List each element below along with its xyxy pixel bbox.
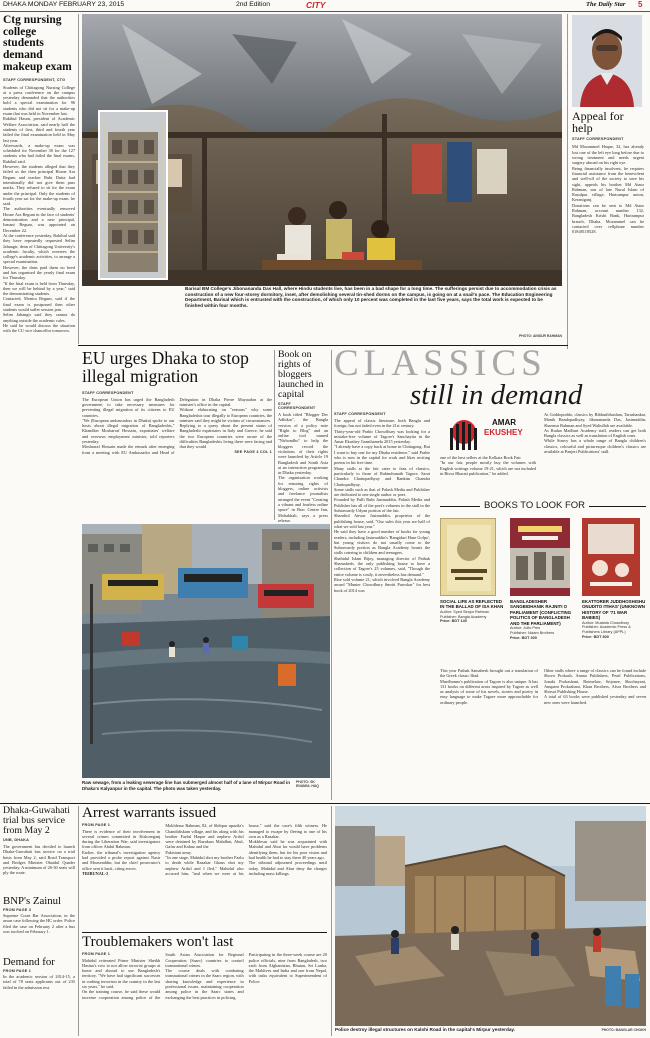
classics-para: "I already have a copy back at home in Chittagong. But I want to buy one for my Dhaka residence," said Prabir who is now in the capital for work and likes reciting poems in his free time. [334, 444, 430, 466]
appeal-headline: Appeal for help [572, 109, 624, 136]
classics-para: A total of 63 books were published yesterday and seven new ones were launched. [544, 694, 646, 705]
classics-para: Founded by Pulli Rubi Jasimuddin, Palash Media and Publisher has all of the poet's volumes in the stall in the Suhrawardy Udyan portion of the fair. [334, 497, 430, 514]
troublemakers-para: Participating in the three-week course are 20 police officials, nine from Bangladesh, two each from Afghanistan, Bhutan, Sri Lanka, the Maldives and India and one from Nepal, with tasks equivalent to Superintendent of Police. [248, 952, 327, 984]
demand-article [3, 957, 75, 1035]
classics-para: Some stalls such as that of Palash Media and Publisher are dedicated to one single author or poet. [334, 486, 430, 498]
troublemakers-byline: FROM PAGE 1 [82, 952, 111, 957]
ctg-para: Contacted, Monira Begum, said if the final exam is postponed then other students would suffer session jam. [3, 296, 75, 313]
arrest-para: There is evidence of their involvement in several crimes committed in Kishoreganj during the Liberation War, said investigators from officer Abdul Rahman. [82, 828, 161, 850]
hall-inset-photo [98, 110, 168, 280]
column-divider [78, 806, 79, 1036]
dhaka-guwahati-article [3, 806, 75, 896]
classics-para: Murdhonno's publication of Tagore is also unique. It has 131 books on different areas inspired by Tagore as well as analysis of some of his novels, stories and poetry in easy language to make Tagore more approachable for ordinary people. [440, 678, 538, 705]
classics-para: While Simvy has a whole range of Bangla children's classics, colourful and picturesque children's classics are available at Panjeri Publications' stall. [544, 438, 646, 455]
book-title: SOCIAL LIFE AS REFLECTED IN THE BALLAD OF ISA KHAN [440, 599, 504, 610]
classics-col2-body [440, 455, 536, 476]
book-cover-art-icon [582, 518, 640, 596]
classics-para: Rise sold volume 21, which involved Bangla Academy award "Munier Chowdhury Smriti Puroskar" for best book of 2014 was [334, 576, 430, 593]
hall-photo-caption: Barisal BM College's Jibonananda Das Hall, where Hindu students live, has been in a bad shape for a long time. The sufferings persist due to accommodation crisis as construction of a new four-storey dormitory, inset, after demolishing several tin-shed dorms on the campus, is going on at a snail's pace. The Education Engineering Department, Barisal which is entrusted with the construction, of which only 10 percent was completed in the last five years, says the total work is expected to be finished within four months. [185, 286, 557, 309]
column-divider [567, 14, 568, 349]
section-rule [0, 803, 650, 804]
kalshi-credit: PHOTO: BANGLAR CHOKH [601, 1028, 646, 1032]
construction-inset-illustration [100, 112, 166, 278]
bloggers-para: A book titled "Blogger Der Adhikar", the Bangla version of a policy note "Right to Blog" and an online tool named "Nirbondho" to help the bloggers record the violations of their rights were launched by Article 19 Bangladesh and South Asia at an interaction programme in Dhaka yesterday. [278, 411, 328, 476]
column-divider [78, 14, 79, 344]
bnp-byline: FROM PAGE 3 [3, 908, 32, 912]
ctg-body [3, 85, 75, 334]
dhaka-guwahati-byline: UNB, DHAKA [3, 837, 30, 842]
section-rule [82, 932, 327, 933]
ctg-para: Selim Jahangir said they cannot do anything outside the academic rules. [3, 312, 75, 323]
bnp-body: Supreme Court Bar Association, in the arson case following the HC order. Police filed the case on February 2 after a bus was torched on February 1. [3, 913, 75, 934]
arrest-para: The tribunal adjourned proceedings until today. Mahidul and Abur deny the charges including mass killings. [248, 860, 327, 876]
arrest-para: Mokhlesur Rahman, 82, of Shibpur upazila's Chandidiskam village, and his along with his brother Fazlul Haque and nephew Ariful were detained by Razakars Mahdbut, Abul, Gafur and Kabuz and the [165, 823, 244, 850]
eu-para: Mosharraf Hossain made the remark after emerging from a meeting with EU Ambassador and Head of Delegation in Dhaka Pierre Mayaudon at the minister's office in the capital. [82, 396, 272, 455]
classics-col1 [334, 412, 430, 800]
appeal-para: Being financially insolvent, he requires financial assistance from the benevolent and well-off of the society to save his sight, appeals his brother Md Ataur Rahman, son of late Nurul Islam of Rasulpur village, Harirampur union, Keraniganj. [572, 165, 644, 203]
demand-headline: Demand for [3, 956, 55, 968]
classics-bottom-col3 [544, 668, 646, 800]
hall-photo-caption-box [185, 286, 562, 338]
book-cover-art-icon [441, 519, 497, 597]
appeal-para: Md Mozammel Haque, 32, has already lost one of the left eye long before due to wrong treatment and needs urgent surgery abroad on his right eye. [572, 144, 644, 166]
eu-para: The European Union has urged the Bangladesh government to take necessary measures for preventing illegal migration of its citizens to EU countries. [82, 396, 175, 418]
arrest-byline: FROM PAGE 1 [82, 823, 111, 828]
masthead-date: DHAKA MONDAY FEBRUARY 23, 2015 [3, 1, 125, 8]
troublemakers-headline: Troublemakers won't last [82, 934, 234, 950]
troublemakers-para: The course deals with combating transnational crimes in the Saarc region, with sharing knowledge and experience in professional issues, maintaining cooperation among police in the Saarc states and exchanging the best practices in policing. [165, 968, 244, 1000]
dhaka-guwahati-body: The government has decided to launch Dhaka-Guwahati bus service on a trial basis from May 2, said Road Transport and Bridges Minister Obaidul Quader yesterday. A minimum of 26-30 seats will ply the route. [3, 843, 75, 876]
classics-para: The appeal of classic literature, both Bangla and foreign, has not faded even in the 21st century. [334, 418, 430, 429]
ekushey-badge-top: AMAR [492, 418, 516, 427]
bloggers-headline: Book on rights of bloggers launched in capital [278, 349, 324, 400]
arrest-para: Mokhlesur said he was acquainted with Mahidul and Abur for would have problems identifying them, but for his poor vision and bad health he had to stay there 40 years ago. [248, 839, 327, 861]
book-title: EKATTORER JUDDHOSHISHU ONUDITO ITIHAS' (UNKNOWN HISTORY OF '71 WAR BABIES) [582, 599, 646, 621]
ctg-headline: Ctg nursing college students demand makeup exam [3, 14, 72, 73]
sewage-caption-box [82, 780, 330, 800]
masthead-paper-logo: The Daily Star [586, 1, 626, 8]
classics-para: Thirty-year-old Prabir Chowdhury was looking for a mistake-free volume of Tagore's Sanchayita in the Amar Ekushey Granthamela 2015 yesterday. [334, 428, 430, 445]
appeal-para: Donations can be sent to Md Ataur Rahman, account number 132, Bangladesh Krishi Bank, Harirampur branch, Dhaka. Mozammel can be contacted over cellphone number 01848118528. [572, 202, 644, 235]
book-price: Price: BDT 140 [440, 619, 467, 624]
appeal-body [572, 144, 644, 234]
ekushey-badge-bottom: EKUSHEY [484, 428, 523, 437]
book-card[interactable] [510, 518, 578, 666]
eu-para: Replying to a query about the present status of Bangladeshi expatriates in Italy and Greece, he said the two European countries were aware of the difficulties Bangladeshis living there were facing and that they would [179, 423, 272, 450]
sewage-photo-illustration [82, 524, 330, 778]
classics-col3-body [544, 412, 646, 454]
book-price: Price: BDT 800 [582, 635, 609, 640]
ekushey-fair-badge [440, 414, 536, 454]
classics-para: Many stalls at the fair cater to fans of classics, particularly to those of Rabindranath Tagore, Sarat Chandra Chattopadhyay and Bankim Chandra Chattopadhyay. [334, 465, 430, 487]
classics-para: one of the best sellers at the Kolkata Book Fair. [440, 455, 522, 460]
classics-para: At Goddopoddo, classics by Bibhutibhushan, Tarashankar, Manik Bandopadhyay, Jibonananda Das, Jasimuddin, Shamsur Rahman and Syed Waliullah are available. [544, 412, 646, 428]
classics-col2 [440, 455, 536, 495]
shaheed-minar-icon [442, 414, 482, 454]
bnp-headline: BNP's Zainul [3, 895, 62, 907]
classics-para: He said they have a good number of books for young readers, including Jasimuddin's 'Rangidari Hase Golpo', but young visitors do not usually come to the Suhrawardy portion as Bangla Academy boasts the stalls catering to children and teenagers. [334, 529, 431, 556]
book-cover [582, 518, 640, 596]
classics-para: As Rudaa Madhuri Academy stall, readers can get both Bangla classics as well as translation of English ones. [544, 427, 646, 439]
eu-body [82, 397, 272, 455]
bloggers-byline: STAFF CORRESPONDENT [278, 401, 316, 410]
book-publisher: Publisher: Nizam Brothers [510, 630, 555, 635]
ctg-para: The authorities eventually removed Hosne Ara Begum in the face of students' demonstration and a new principal, Ismani Begum, was appointed on December 22. [3, 206, 75, 233]
classics-col1-body [334, 418, 430, 593]
books-section-title: BOOKS TO LOOK FOR [480, 500, 589, 511]
masthead-page-number: 5 [638, 0, 643, 9]
kalshi-caption-box [335, 1027, 646, 1037]
classics-byline: STAFF CORRESPONDENT [334, 412, 386, 416]
eu-article [82, 350, 272, 518]
portrait-illustration [572, 15, 642, 107]
ctg-para: However, the dean paid them no heed and has organised the yearly final exam for Thursday. [3, 264, 75, 281]
books-section-header [440, 500, 646, 514]
column-divider [331, 350, 332, 800]
eu-para: "We (European ambassadors in Dhaka) spoke to our hosts about illegal migration of Bangladeshis," Khandker Mosharraf Hossain, expatriates' welfare and overseas employment minister, told reporters yesterday. [82, 417, 175, 445]
book-price: Price: BDT 300 [510, 635, 537, 640]
bloggers-body [278, 412, 328, 523]
troublemakers-para: Mahidul reiterated Prime Minister Sheikh Hasina's vow to not allow terrorist groups at home and abroad to use Bangladesh's territory. "We have had significant successes in curbing terrorism in the country in the last six years," he said. [82, 957, 161, 990]
eu-headline: EU urges Dhaka to stop illegal migration [82, 348, 249, 386]
classics-para: Other stalls where a range of classics can be found include Shova Prokash, Anana Publishers, Pearl Publications, Jonaki Prokashani, Boimelaw, Srijonee, Shuchayani, Anupam Prokashani, Khan Brothers, Afsar Brothers and Shirsoi Publishing House. [544, 668, 646, 695]
kalshi-photo-illustration [335, 806, 646, 1026]
sewage-caption: Raw sewage, from a leaking sewerage line has submerged almost half of a lane of Mirpur Road in Dhaka's Kalyanpur in the capital. The photo was taken yesterday. [82, 780, 291, 791]
book-cover-art-icon [510, 518, 570, 596]
classics-headline-top: CLASSICS [334, 343, 547, 384]
demand-byline: FROM PAGE 1 [3, 969, 32, 973]
book-card[interactable] [582, 518, 646, 666]
classics-para: Shamfiul Anwar Jasimuddin, proprietor of the publishing house, said, "Our sales this year are half of what we sold last year." [334, 513, 430, 529]
kalshi-photo [335, 806, 646, 1026]
arrest-para: Pakistani army. [165, 849, 192, 855]
hall-photo-credit: PHOTO: ANISUR RAHMAN [519, 334, 562, 338]
sewage-credit: PHOTO: SK ENAMUL HAQ [296, 780, 319, 788]
eu-para: Without elaborating on "reasons" why some Bangladeshis tour illegally to European countries, the minister said they might be victims of circumstances. [179, 407, 272, 423]
arrest-headline: Arrest warrants issued [82, 805, 217, 821]
bnp-article [3, 896, 75, 956]
bloggers-para: The organisation working for ensuring rights of bloggers, online activists and freelance journalists arranged the event "Creating a vibrant and fearless online space" in Brac Centre Inn, Mohakhali, says a press release. [278, 475, 328, 523]
book-author: Author: Mustafa Chowdhury [582, 620, 630, 625]
ctg-article [3, 15, 75, 360]
book-cover [510, 518, 570, 596]
troublemakers-para: On the training course, he said these would increase cooperation among police of the South Asian Association for Regional Cooperation (Saarc) countries to control transnational crimes. [82, 952, 244, 1000]
book-publisher: Publisher: Academic Press & Publishers Library (APPL) [582, 625, 631, 635]
book-author: Author: Julfo Pres [510, 626, 541, 631]
arrest-para: "In one stage, Mahidul shot my brother Fazlu to death while Razakar Ghaus shot my nephew Ariful and I fled," Mahidul also accused him, "and when we were at his house," said the case's fifth witness. He managed to escape by fleeing to one of his own as a Razakar. [165, 823, 327, 876]
ctg-byline: STAFF CORRESPONDENT, CTG [3, 77, 66, 82]
ctg-para: However, the students alleged that they failed as the then principal Hosne Ara Begum and teacher Rubi Dutta had intentionally did not give them pass marks. They refused to sit for the exam under the principal. Only the students of fourth year sat for the make-up exam, he said. [3, 164, 75, 207]
arrest-article [82, 806, 327, 930]
bloggers-article [278, 349, 328, 523]
book-author: Author: Syed Sirajur Rahman [440, 609, 490, 614]
arrest-para: Earlier, the tribunal's investigation agency had provided a probe report against Nasir and Moaseuddin, but the chief prosecutor's office sent it back, citing errors. [82, 849, 161, 871]
hall-photo [82, 14, 562, 286]
eu-jump-link[interactable]: SEE PAGE 4 COL 1 [234, 449, 272, 454]
masthead-section: CITY [306, 0, 326, 10]
eu-byline: STAFF CORRESPONDENT [82, 390, 134, 395]
classics-col3 [544, 412, 646, 496]
classics-bottom-col3-body [544, 668, 646, 705]
arrest-body [82, 823, 327, 876]
classics-headline-bottom: still in demand [410, 379, 583, 411]
appeal-article [572, 110, 644, 370]
troublemakers-body [82, 952, 327, 1000]
dhaka-guwahati-headline: Dhaka-Guwahati trial bus service from May 2 [3, 805, 70, 836]
classics-bottom-col2 [440, 668, 538, 800]
book-title: BANGLADESHER SANGBIDHANIK RAJNITI O PARLIAMENT (CONFLICTING POLITICS OF BANGLADESH AND THE PARLIAMENT) [510, 599, 572, 626]
appeal-byline: STAFF CORRESPONDENT [572, 137, 624, 142]
book-cover [440, 518, 496, 596]
appeal-portrait [572, 15, 642, 107]
book-publisher: Publisher: Bangla Academy [440, 614, 487, 619]
masthead-edition: 2nd Edition [236, 1, 271, 8]
masthead-rule [0, 11, 650, 12]
classics-para: Shahidul Islam Bijoy, managing director of Pathak Shamabesh, the only publishing house to have a collection of Tagore's 25 volumes, said, "Though the entire volume is costly, it nevertheless has demand." [334, 555, 430, 577]
kalshi-caption: Police destroy illegal structures on Kalshi Road in the capital's Mirpur yesterday. [335, 1027, 515, 1032]
ctg-para: At the conference yesterday, Rakibul said they have repeatedly requested Selim Jahangir, dean of Chittagong University's academic faculty, which oversees the college's academic activities, to arrange a special examination. [3, 232, 75, 265]
classics-para: "In our fair, people mostly buy the volumes with English writings volume 19-21, which are not included in Bisva Bharati publication," he added. [440, 460, 536, 476]
ctg-para: Rakibul Hasan, president of Academic Welfare Association, said nearly half the students of first, third and fourth year failed the final examination held in May last year. [3, 116, 75, 143]
classics-para: This year Pathak Samabesh brought out a translation of the Greek classic Iliad. [440, 668, 538, 679]
classics-headline-box [334, 343, 646, 412]
ctg-para: He said he would discuss the situation with the CU vice chancellor tomorrow. [3, 322, 75, 334]
book-card[interactable] [440, 518, 506, 666]
column-divider [331, 806, 332, 1036]
sewage-photo [82, 524, 330, 778]
troublemakers-article [82, 935, 327, 1035]
classics-bottom-col2-body [440, 668, 538, 705]
arrest-subhead: TRIBUNAL-2 [82, 870, 109, 876]
demand-body: In the academic session of 2014-15, a total of 78 seats applicants out of 235 failed in the admission test. [3, 974, 75, 990]
column-divider [274, 350, 275, 520]
ctg-para: "If the final exam is held from Thursday, then we will be behind by a year," said the demonstrating students. [3, 280, 75, 297]
ctg-para: Students of Chittagong Nursing College at a press conference on the campus yesterday demanded that the authorities hold a special examination for 96 students who did not sit for a make-up exam that was held in November last. [3, 84, 75, 117]
ctg-para: Afterwards, a make-up exam was scheduled for November 30 for the 127 students who had failed the final exams, Rakibul said. [3, 142, 75, 164]
